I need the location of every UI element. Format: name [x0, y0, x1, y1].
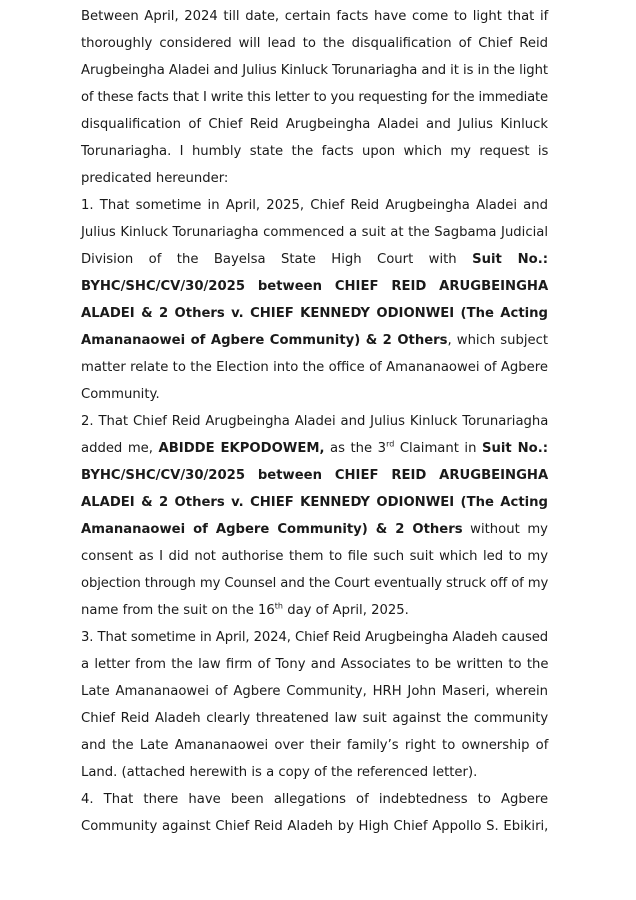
text-run: , which subject	[447, 333, 549, 348]
text-run: of these facts that I write this letter to you requesting for the immediate	[81, 90, 549, 105]
text-line	[81, 516, 548, 543]
bold-text-run: ABIDDE EKPODOWEM,	[158, 441, 325, 456]
text-line	[81, 597, 548, 624]
text-line	[81, 705, 548, 732]
text-line	[81, 57, 548, 84]
text-run: disqualification of Chief Reid Arugbeingha Aladei and Julius Kinluck	[81, 117, 548, 132]
bold-text-run: ALADEI & 2 Others v. CHIEF KENNEDY ODIONWEI (The Acting	[81, 495, 548, 510]
text-run: Torunariagha. I humbly state the facts upon which my request is	[81, 144, 549, 159]
text-run: Late Amananaowei of Agbere Community, HRH John Maseri, wherein	[81, 684, 548, 699]
text-line	[81, 732, 548, 759]
superscript: th	[274, 601, 284, 611]
text-run: 4. That there have been allegations of indebtedness to Agbere	[81, 792, 549, 807]
text-line	[81, 570, 548, 597]
bold-text-run: Suit No.:	[481, 441, 549, 456]
bold-text-run: ALADEI & 2 Others v. CHIEF KENNEDY ODIONWEI (The Acting	[81, 306, 548, 321]
text-line	[81, 300, 548, 327]
text-line	[81, 786, 548, 813]
text-run: 1. That sometime in April, 2025, Chief Reid Arugbeingha Aladei and	[81, 198, 548, 213]
text-line	[81, 813, 548, 840]
superscript: rd	[386, 439, 395, 449]
text-run: Chief Reid Aladeh clearly threatened law suit against the community	[81, 711, 549, 726]
text-line	[81, 111, 548, 138]
text-line	[81, 138, 548, 165]
bold-text-run: Suit No.:	[472, 252, 549, 267]
text-line	[81, 327, 548, 354]
text-line	[81, 165, 548, 192]
text-line	[81, 219, 548, 246]
text-run: 3. That sometime in April, 2024, Chief Reid Arugbeingha Aladeh caused	[81, 630, 548, 645]
bold-text-run: BYHC/SHC/CV/30/2025 between CHIEF REID ARUGBEINGHA	[81, 279, 549, 294]
text-run: 2. That Chief Reid Arugbeingha Aladei and Julius Kinluck Torunariagha	[81, 414, 549, 429]
text-run: name from the suit on the 16	[81, 603, 275, 618]
text-run: objection through my Counsel and the Court eventually struck off of my	[81, 576, 549, 591]
bold-text-run: Amananaowei of Agbere Community) & 2 Others	[81, 522, 463, 537]
text-run: Julius Kinluck Torunariagha commenced a suit at the Sagbama Judicial	[81, 225, 548, 240]
text-line	[81, 435, 548, 462]
text-line	[81, 489, 548, 516]
text-line	[81, 192, 548, 219]
text-line	[81, 273, 548, 300]
text-run: Between April, 2024 till date, certain facts have come to light that if	[81, 9, 549, 24]
text-run: as the 3	[324, 441, 387, 456]
text-line	[81, 246, 548, 273]
text-run: and the Late Amananaowei over their family’s right to ownership of	[81, 738, 549, 753]
text-line	[81, 3, 548, 30]
bold-text-run: BYHC/SHC/CV/30/2025 between CHIEF REID ARUGBEINGHA	[81, 468, 549, 483]
text-run: a letter from the law firm of Tony and Associates to be written to the	[81, 657, 549, 672]
text-run: Community against Chief Reid Aladeh by High Chief Appollo S. Ebikiri,	[81, 819, 549, 834]
text-line	[81, 759, 548, 786]
text-line	[81, 30, 548, 57]
text-line	[81, 678, 548, 705]
text-line	[81, 651, 548, 678]
text-line	[81, 543, 548, 570]
text-run: Division of the Bayelsa State High Court with	[81, 252, 473, 267]
text-run: thoroughly considered will lead to the disqualification of Chief Reid	[81, 36, 548, 51]
text-run: Land. (attached herewith is a copy of the referenced letter).	[81, 765, 478, 780]
text-run: matter relate to the Election into the office of Amananaowei of Agbere	[81, 360, 548, 375]
text-run: added me,	[81, 441, 159, 456]
text-run: without my	[462, 522, 548, 537]
text-run: Claimant in	[394, 441, 482, 456]
text-run: consent as I did not authorise them to file such suit which led to my	[81, 549, 548, 564]
text-line	[81, 381, 548, 408]
text-line	[81, 624, 548, 651]
text-line	[81, 84, 548, 111]
text-line	[81, 408, 548, 435]
text-line	[81, 462, 548, 489]
text-run: Arugbeingha Aladei and Julius Kinluck Torunariagha and it is in the light	[81, 63, 548, 78]
text-run: predicated hereunder:	[81, 171, 229, 186]
letter-body	[81, 0, 548, 840]
text-run: Community.	[81, 387, 160, 402]
text-run: day of April, 2025.	[283, 603, 409, 618]
text-line	[81, 354, 548, 381]
bold-text-run: Amananaowei of Agbere Community) & 2 Others	[81, 333, 448, 348]
